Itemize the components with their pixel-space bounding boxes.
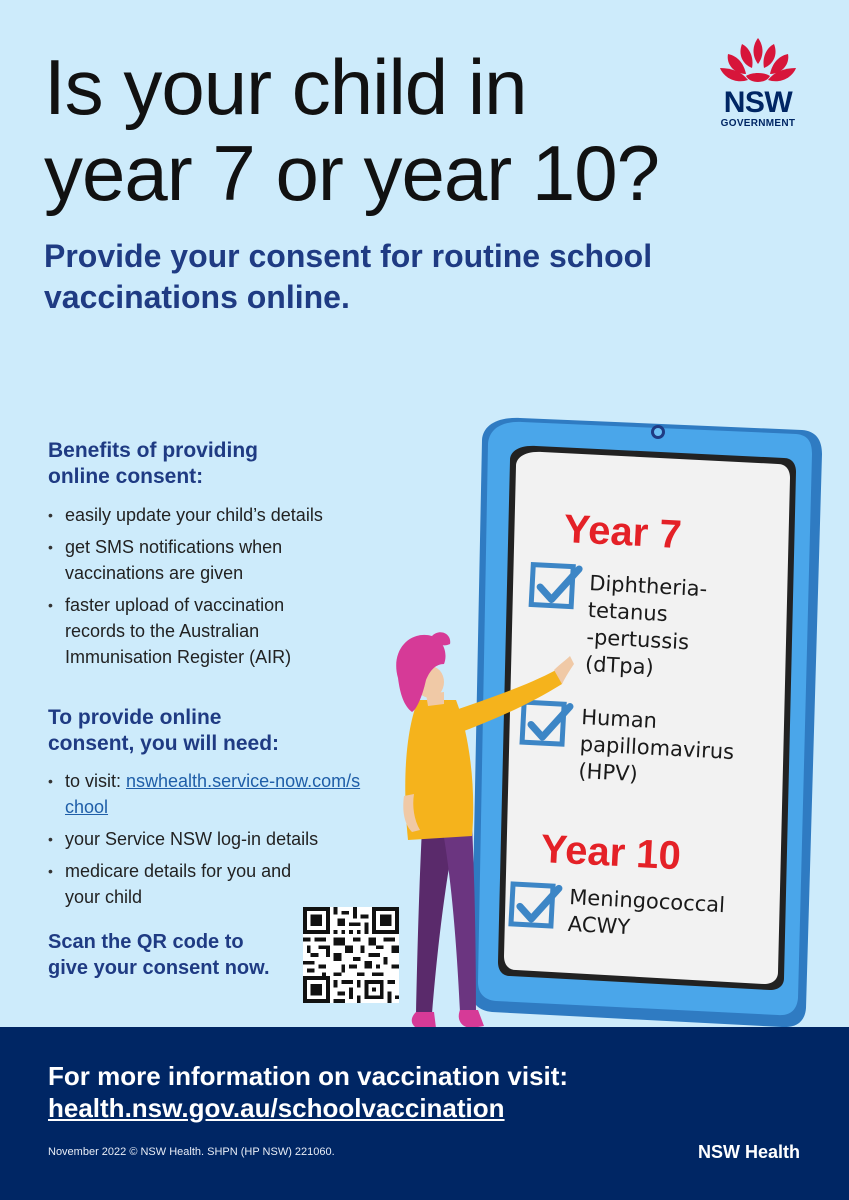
requirements-list-item: • medicare details for you and your child — [48, 858, 305, 910]
meningococcal-vaccine-label — [567, 884, 725, 946]
meningococcal-line-1: Meningococcal — [568, 884, 726, 918]
page-title — [44, 44, 659, 216]
benefits-heading-line-1: Benefits of providing — [48, 439, 258, 462]
benefits-list-item: • faster upload of vaccination records to the Australian Immunisation Register (AIR) — [48, 592, 345, 670]
requirements-list — [48, 768, 368, 916]
requirements-heading-line-1: To provide online — [48, 706, 222, 729]
benefits-heading-line-2: online consent: — [48, 465, 204, 488]
scan-prompt-line-2: give your consent now. — [48, 957, 270, 979]
hpv-line-1: Human — [580, 704, 658, 733]
consent-portal-link[interactable]: nswhealth.service-now.com/school — [65, 771, 361, 817]
dtpa-vaccine-label — [584, 570, 708, 684]
subheading — [44, 236, 724, 318]
waratah-icon — [712, 36, 804, 90]
logo-subtitle: GOVERNMENT — [720, 118, 796, 129]
benefits-list-item: • easily update your child’s details — [48, 502, 368, 528]
dtpa-line-1: Diphtheria- — [588, 570, 708, 602]
scan-prompt — [48, 929, 298, 981]
year10-heading: Year 10 — [539, 827, 682, 879]
benefits-heading — [48, 438, 318, 490]
footer-info-text: For more information on vaccination visit: — [48, 1061, 569, 1091]
subheading-line-2: vaccinations online. — [44, 279, 350, 315]
visit-prefix: to visit: — [65, 771, 127, 791]
logo-wordmark: NSW — [723, 86, 793, 119]
subheading-line-1: Provide your consent for routine school — [44, 238, 653, 274]
scan-prompt-line-1: Scan the QR code to — [48, 931, 244, 953]
footer-credit: November 2022 © NSW Health. SHPN (HP NSW) 221060. — [48, 1146, 335, 1158]
dtpa-line-3: -pertussis — [585, 624, 690, 655]
meningococcal-line-2: ACWY — [567, 911, 631, 940]
requirements-list-item — [48, 768, 365, 820]
requirements-heading-line-2: consent, you will need: — [48, 732, 280, 755]
hpv-line-2: papillomavirus — [579, 731, 735, 765]
benefits-list-item: • get SMS notifications when vaccinations are given — [48, 534, 335, 586]
hpv-line-3: (HPV) — [577, 758, 639, 786]
benefits-list — [48, 502, 368, 676]
requirements-heading — [48, 705, 318, 757]
footer-vaccination-link[interactable]: health.nsw.gov.au/schoolvaccination — [48, 1093, 505, 1123]
page-title-line-1: Is your child in — [44, 43, 527, 131]
year7-heading: Year 7 — [562, 507, 683, 558]
hpv-vaccine-label — [578, 704, 736, 793]
dtpa-line-4: (dTpa) — [584, 651, 655, 680]
dtpa-line-2: tetanus — [587, 597, 669, 627]
page-title-line-2: year 7 or year 10? — [44, 129, 660, 217]
nsw-government-logo — [712, 36, 804, 136]
footer-brand: NSW Health — [697, 1142, 800, 1162]
requirements-list-item: • your Service NSW log-in details — [48, 826, 368, 852]
